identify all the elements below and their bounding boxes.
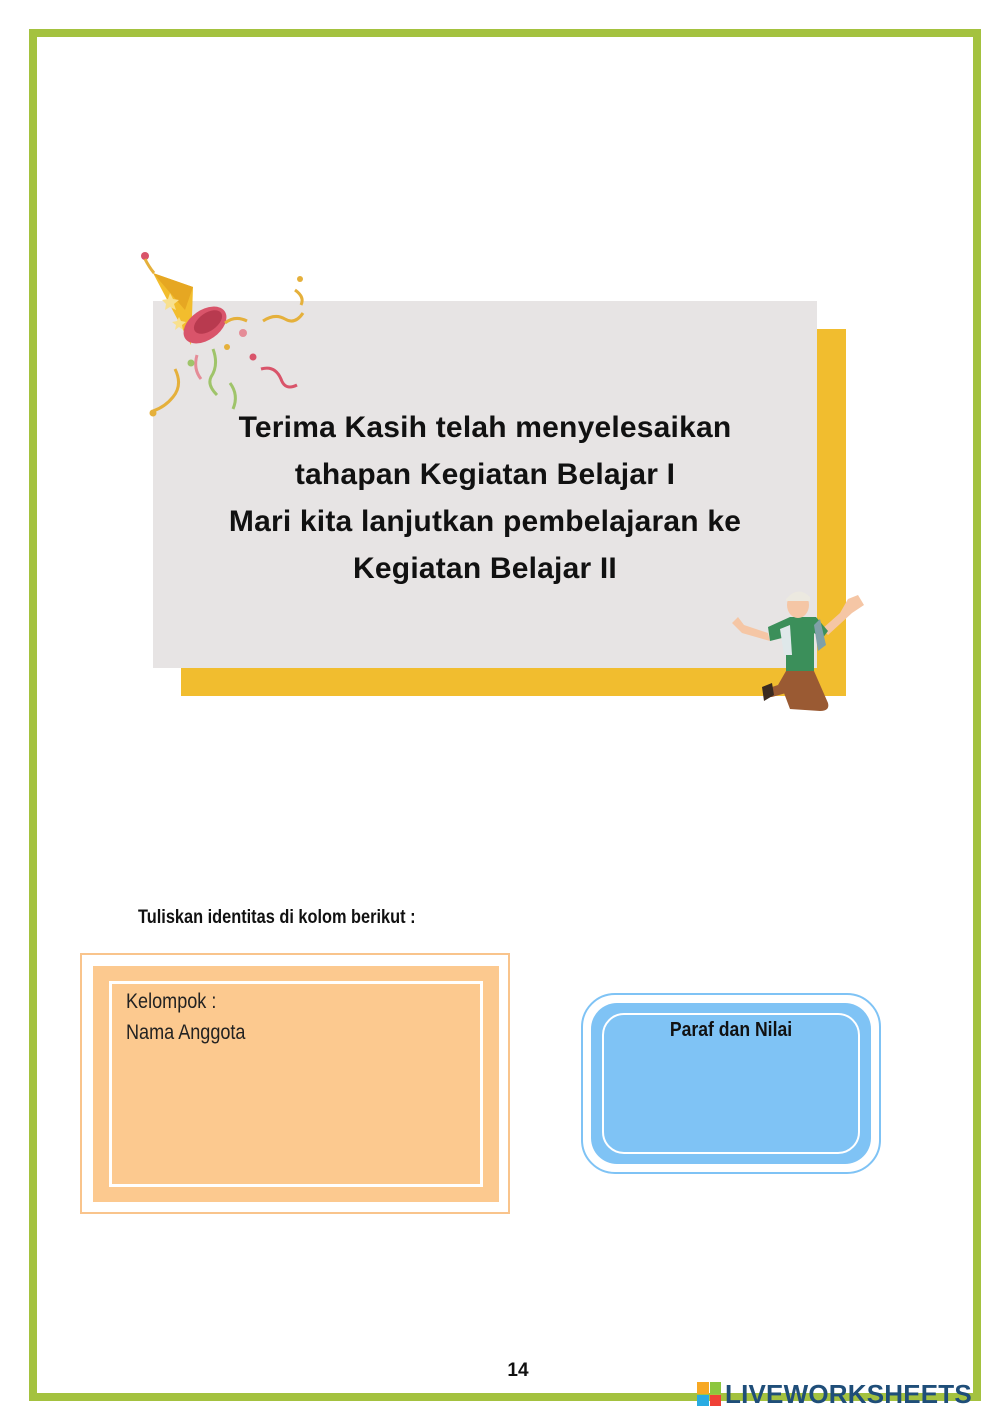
party-popper-icon [135,245,315,425]
page-number: 14 [507,1360,529,1381]
liveworksheets-logo-icon [697,1382,721,1406]
members-label: Nama Anggota [126,1021,246,1044]
liveworksheets-watermark [697,1378,972,1410]
banner-line: Mari kita lanjutkan pembelajaran ke [228,505,742,538]
banner-message [153,404,817,592]
banner-line: Terima Kasih telah menyelesaikan [238,411,732,444]
banner-line: Kegiatan Belajar II [353,552,617,585]
watermark-text: LIVEWORKSHEETS [725,1378,972,1409]
group-label: Kelompok : [126,990,217,1013]
instruction-text: Tuliskan identitas di kolom berikut : [138,907,416,928]
jumping-boy-illustration [728,585,868,715]
grade-box-title: Paraf dan Nilai [669,1019,793,1041]
banner-line: tahapan Kegiatan Belajar I [294,458,676,491]
